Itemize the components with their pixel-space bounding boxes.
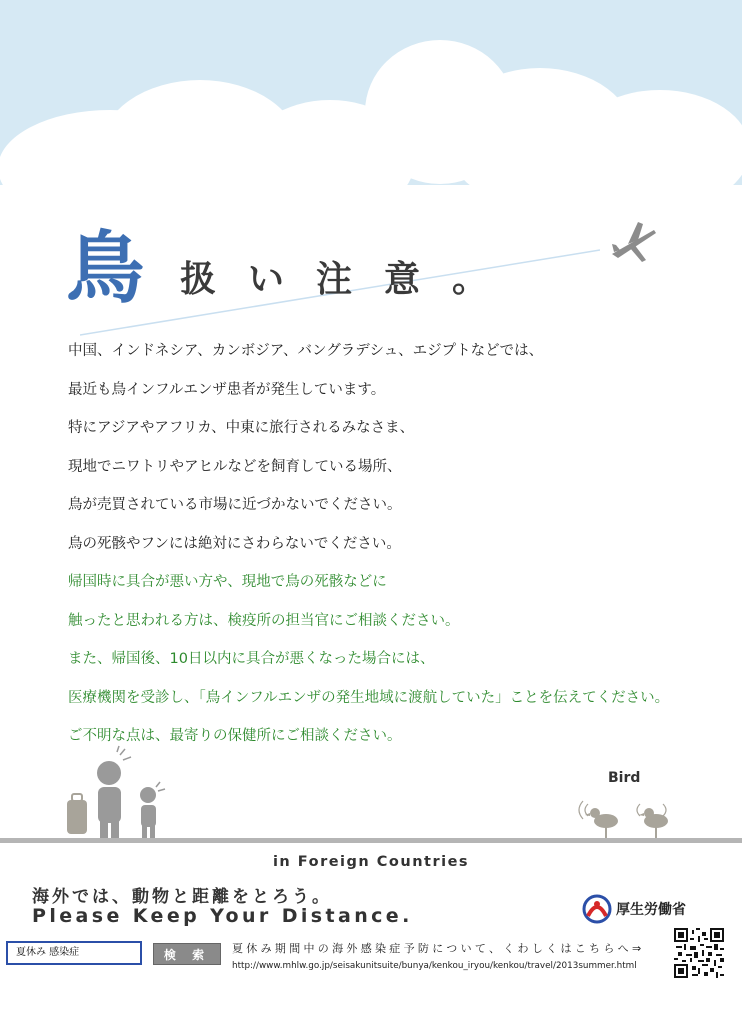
bird-label: Bird [608, 770, 641, 786]
ministry-logo [582, 894, 686, 924]
search-input[interactable]: 夏休み 感染症 [6, 941, 142, 965]
ministry-logo-icon [582, 894, 612, 924]
ground-scene [0, 740, 742, 850]
airplane-icon [608, 220, 658, 264]
body-line-green: また、帰国後、10日以内に具合が悪くなった場合には、 [68, 651, 435, 667]
english-slogan: Please Keep Your Distance. [32, 905, 413, 927]
info-url[interactable]: http://www.mhlw.go.jp/seisakunitsuite/bunya/kenkou_iryou/kenkou/travel/2013summer.html [232, 961, 637, 971]
child-icon [140, 787, 156, 838]
body-line-green: 触ったと思われる方は、検疫所の担当官にご相談ください。 [68, 612, 460, 629]
info-text: 夏休み期間中の海外感染症予防について、くわしくはこちらへ⇒ [232, 942, 645, 955]
sky-clouds [0, 0, 742, 200]
body-text [68, 338, 708, 762]
headline [66, 224, 521, 314]
qr-code-icon[interactable] [674, 928, 724, 978]
suitcase-icon [67, 794, 87, 834]
body-line-green: 帰国時に具合が悪い方や、現地で鳥の死骸などに [68, 574, 387, 590]
body-line: 鳥の死骸やフンには絶対にさわらないでください。 [68, 535, 401, 552]
person-icon [97, 761, 121, 838]
body-line: 最近も鳥インフルエンザ患者が発生しています。 [68, 381, 386, 398]
bird-icon [639, 808, 668, 838]
body-line: 特にアジアやアフリカ、中東に旅行されるみなさま、 [68, 420, 415, 436]
bird-icon [585, 808, 618, 838]
body-line: 中国、インドネシア、カンボジア、バングラデシュ、エジプトなどでは、 [68, 343, 544, 359]
body-line: 鳥が売買されている市場に近づかないでください。 [68, 497, 402, 513]
headline-big-char: 鳥 [66, 224, 145, 314]
search-button[interactable]: 検 索 [153, 943, 221, 965]
headline-rest: 扱い注意。 [180, 259, 521, 300]
ministry-name: 厚生労働省 [616, 902, 686, 918]
body-line: 現地でニワトリやアヒルなどを飼育している場所、 [68, 458, 402, 475]
body-line-green: 医療機関を受診し、「鳥インフルエンザの発生地域に渡航していた」ことを伝えてください。 [68, 689, 670, 706]
foreign-countries-label: in Foreign Countries [272, 854, 470, 870]
body-line-green: ご不明な点は、最寄りの保健所にご相談ください。 [68, 728, 402, 744]
japanese-slogan: 海外では、動物と距離をとろう。 [32, 887, 332, 907]
